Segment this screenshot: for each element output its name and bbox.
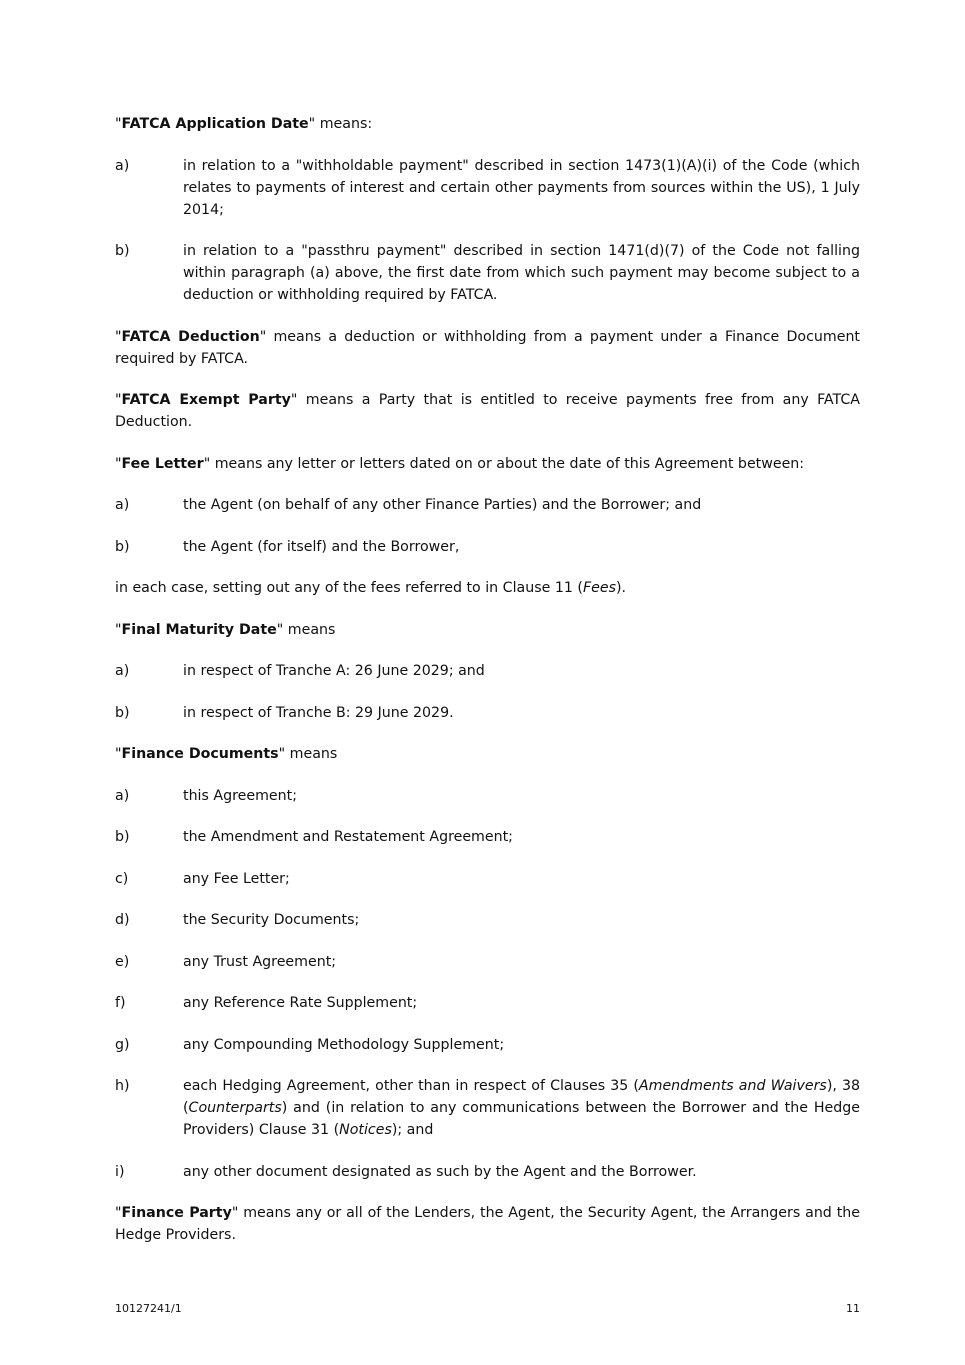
list-item: a) in respect of Tranche A: 26 June 2029; and <box>115 663 485 679</box>
list-item: a) the Agent (on behalf of any other Finance Parties) and the Borrower; and <box>115 497 702 513</box>
list-item: g) any Compounding Methodology Supplement; <box>115 1036 505 1053</box>
fee-letter-closing: in each case, setting out any of the fees referred to in Clause 11 (Fees). <box>115 580 627 596</box>
defined-term: FATCA Application Date <box>121 116 309 132</box>
definition-fee-letter: "Fee Letter" means any letter or letters dated on or about the date of this Agreement between: <box>115 455 805 472</box>
list-item: e) any Trust Agreement; <box>115 953 337 970</box>
list-item: b) in respect of Tranche B: 29 June 2029. <box>115 704 454 721</box>
list-item: f) any Reference Rate Supplement; <box>115 995 418 1011</box>
definition-fatca-deduction: "FATCA Deduction" means a deduction or withholding from a payment under a Finance Document required by FATCA. <box>115 328 860 367</box>
list-item: b) the Agent (for itself) and the Borrower, <box>115 538 460 555</box>
defined-term: Final Maturity Date <box>121 621 277 638</box>
list-item: d) the Security Documents; <box>115 912 360 928</box>
definition-finance-documents: "Finance Documents" means <box>115 746 338 762</box>
document-reference: 10127241/1 <box>115 1302 182 1315</box>
list-item: h) each Hedging Agreement, other than in respect of Clauses 35 (Amendments and Waivers), 38 (Counterparts) and (in relation to any communications between the Borrower and the Hedge Providers) Clause 31 (Notices); and <box>115 1078 861 1138</box>
list-item: i) any other document designated as such by the Agent and the Borrower. <box>115 1163 697 1180</box>
list-item: b) in relation to a "passthru payment" described in section 1471(d)(7) of the Code not falling within paragraph (a) above, the first date from which such payment may become subject to a deduction or withholding required by FATCA. <box>115 243 860 303</box>
list-item: a) in relation to a "withholdable payment" described in section 1473(1)(A)(i) of the Code (which relates to payments of interest and certain other payments from sources within the US), 1 July 2014; <box>115 157 860 218</box>
list-item: a) this Agreement; <box>115 787 297 804</box>
defined-term: Finance Party <box>121 1205 232 1221</box>
list-item: b) the Amendment and Restatement Agreement; <box>115 829 513 845</box>
page-number: 11 <box>846 1302 860 1315</box>
page-footer <box>115 1301 860 1317</box>
definition-fatca-application-date: "FATCA Application Date" means: <box>115 116 373 132</box>
list-item: c) any Fee Letter; <box>115 870 290 887</box>
document-body <box>115 113 860 1266</box>
definition-finance-party: "Finance Party" means any or all of the Lenders, the Agent, the Security Agent, the Arrangers and the Hedge Providers. <box>115 1205 860 1243</box>
defined-term: Finance Documents <box>121 746 279 762</box>
definition-fatca-exempt-party: "FATCA Exempt Party" means a Party that is entitled to receive payments free from any FATCA Deduction. <box>115 392 860 430</box>
defined-term: FATCA Exempt Party <box>121 392 291 408</box>
defined-term: FATCA Deduction <box>121 328 260 345</box>
defined-term: Fee Letter <box>121 455 204 472</box>
definition-final-maturity-date: "Final Maturity Date" means <box>115 621 336 638</box>
